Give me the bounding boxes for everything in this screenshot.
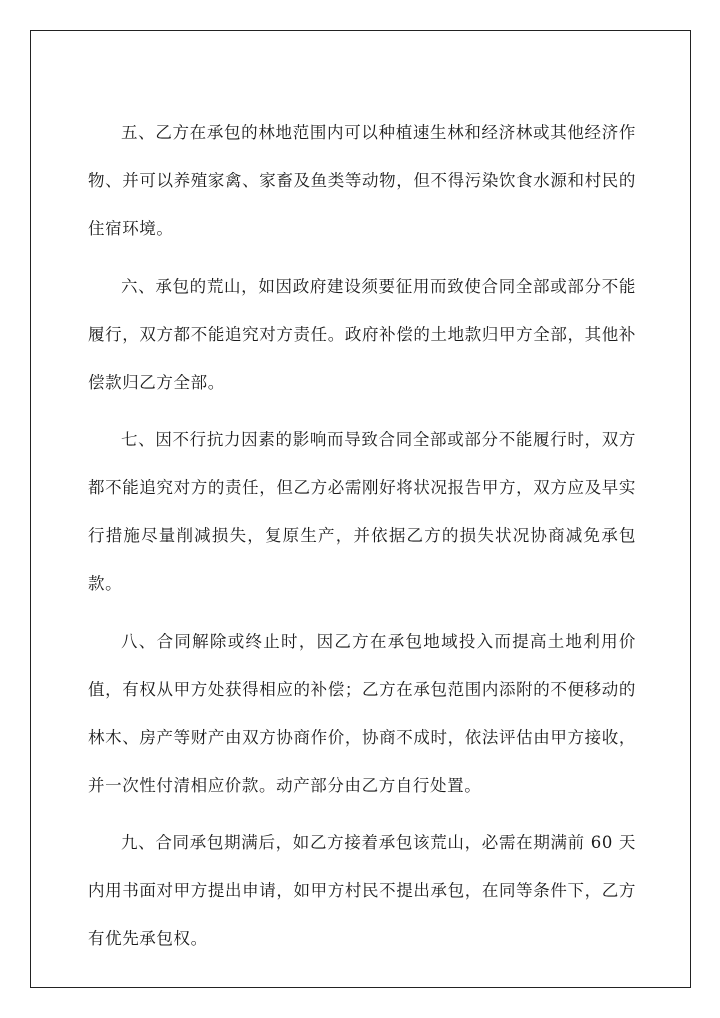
document-body (88, 109, 636, 973)
clause-9-paragraph: 九、合同承包期满后，如乙方接着承包该荒山，必需在期满前 60 天内用书面对甲方提出申请，如甲方村民不提出承包，在同等条件下，乙方有优先承包权。 (88, 833, 636, 948)
clause-8-paragraph: 八、合同解除或终止时，因乙方在承包地域投入而提高土地利用价值，有权从甲方处获得相应的补偿；乙方在承包范围内添附的不便移动的林木、房产等财产由双方协商作价，协商不成时，依法评估由甲方接收，并一次性付清相应价款。动产部分由乙方自行处置。 (88, 631, 636, 795)
page-frame (30, 30, 691, 988)
clause-5-paragraph: 五、乙方在承包的林地范围内可以种植速生林和经济林或其他经济作物、并可以养殖家禽、家畜及鱼类等动物，但不得污染饮食水源和村民的住宿环境。 (88, 123, 636, 238)
clause-6-paragraph: 六、承包的荒山，如因政府建设须要征用而致使合同全部或部分不能履行，双方都不能追究对方责任。政府补偿的土地款归甲方全部，其他补偿款归乙方全部。 (88, 276, 636, 392)
clause-7-paragraph: 七、因不行抗力因素的影响而导致合同全部或部分不能履行时，双方都不能追究对方的责任，但乙方必需刚好将状况报告甲方，双方应及早实行措施尽量削减损失，复原生产，并依据乙方的损失状况协商减免承包款。 (88, 430, 636, 593)
